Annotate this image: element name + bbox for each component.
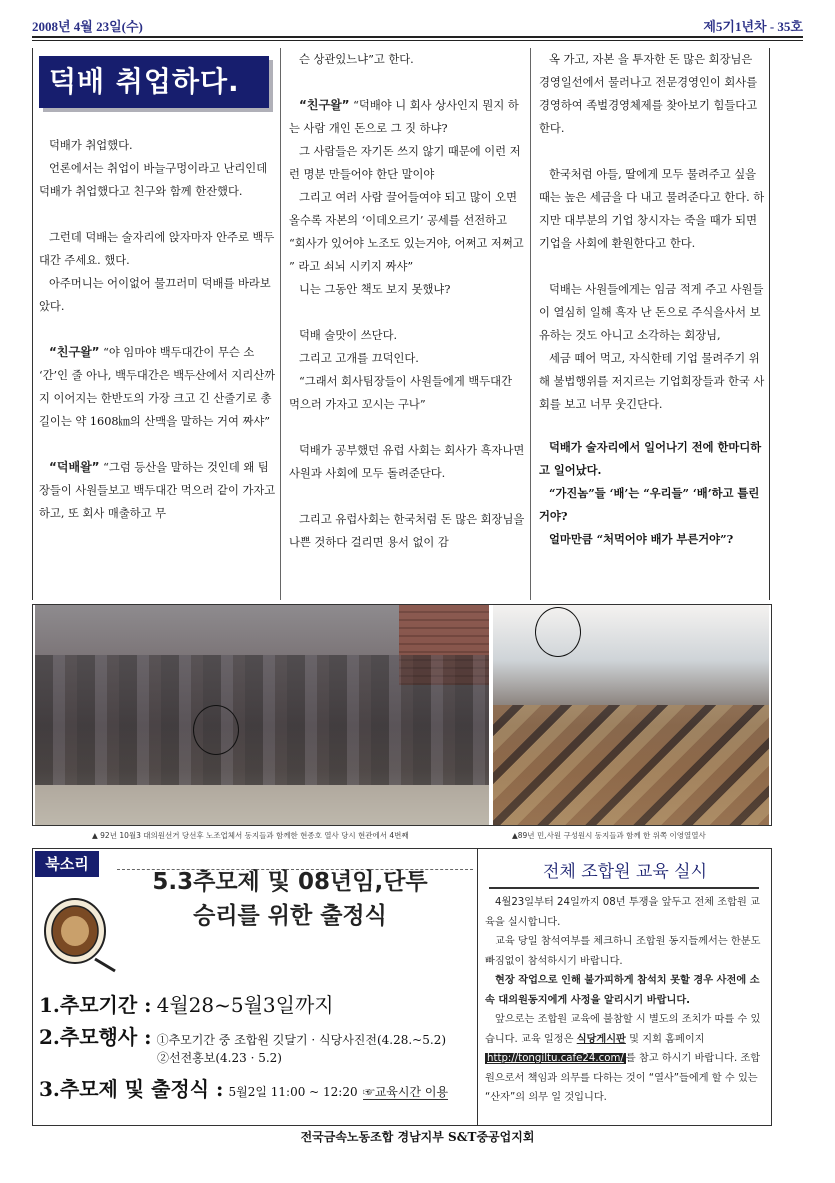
friend-label: “친구왈” (299, 98, 350, 112)
article-paragraph: “그래서 회사팀장들이 사원들에게 백두대간 먹으러 가자고 꼬시는 구나” (289, 375, 512, 411)
notice-title: 전체 조합원 교육 실시 (542, 862, 707, 882)
article-paragraph: 그리고 고개를 끄덕인다. (299, 352, 419, 365)
bottom-section (32, 848, 772, 1126)
article-paragraph: 덕배는 사원들에게는 임금 적게 주고 사원들이 열심히 일해 흑자 난 돈으로 주식을사서 보유하는 것도 아니고 소각하는 회장님, (539, 283, 764, 342)
article-column-1 (32, 48, 276, 600)
spacer (289, 485, 526, 508)
article-paragraph: 한국처럼 아들, 딸에게 모두 물려주고 싶을 때는 높은 세금을 다 내고 물려준다고 한다. 하지만 대부분의 기업 창시자는 죽을 때가 되면 기업을 사회에 환원한다고 한다. (539, 168, 765, 250)
rally-time: 5월2일 11:00 ~ 12:20 (228, 1085, 358, 1099)
headline-line-1: 5.3추모제 및 08년임,단투 (152, 869, 428, 895)
friend-dialogue (289, 94, 526, 140)
deokbae-text: “그럼 등산을 말하는 것인데 왜 팀장들이 사원들보고 백두대간 먹으러 같이 가자고 하고, 또 회사 매출하고 무 (39, 461, 276, 520)
spacer (289, 71, 526, 94)
memorial-events-2 (157, 1047, 282, 1066)
friend-text: “덕배야 니 회사 상사인지 뭔지 하는 사람 개인 돈으로 그 짓 하냐? (289, 99, 519, 135)
page-footer: 전국금속노동조합 경남지부 S&T중공업지회 (300, 1130, 535, 1144)
notice-text: 앞으로는 조합원 교육에 불참할 시 별도의 조치가 따를 수 있습니다. 교육 일정은 (485, 1014, 761, 1045)
section-tag: 북소리 (35, 851, 99, 877)
issue-number: 제5기1년차 - 35호 (703, 19, 803, 34)
notice-paragraph (485, 1010, 767, 1108)
friend-label: “친구왈” (49, 345, 100, 359)
memorial-period-label: 1.추모기간 : (39, 993, 152, 1017)
group-photo-1989 (493, 605, 769, 825)
photo-strip (32, 604, 772, 826)
article-paragraph: 그런데 덕배는 술자리에 앉자마자 안주로 백두대간 주세요. 했다. (39, 231, 275, 267)
article-paragraph: 그리고 여러 사람 끌어들여야 되고 많이 오면 올수록 자본의 ‘이데오르기’ 공세를 선전하고 “회사가 있어야 노조도 있는거야, 어쩌고 저쩌고 ” 라고 쇠뇌 시키지 짜샤” (289, 191, 524, 273)
article-conclusion: “가진놈”들 ‘배’는 “우리들” ‘배’하고 틀린 거야? (539, 486, 760, 523)
article-paragraph: 덕배가 취업했다. (49, 139, 133, 152)
memorial-events-value-2: ②선전홍보(4.23 · 5.2) (157, 1051, 282, 1065)
article-paragraph: 슨 상관있느냐”고 한다. (299, 53, 414, 66)
photo-caption-right: ▲89년 민,사원 구성원시 동지들과 함께 한 위쪽 이영열열사 (512, 831, 706, 840)
deokbae-label: “덕배왈” (49, 460, 100, 474)
notice-rule (489, 887, 759, 889)
spacer (39, 433, 276, 456)
friend-dialogue (39, 341, 276, 433)
memorial-events-value: ①추모기간 중 조합원 깃달기 · 식당사진전(4.28.~5.2) (156, 1033, 447, 1047)
spacer (39, 203, 276, 226)
article-paragraph: 덕배가 공부했던 유럽 사회는 회사가 흑자나면 사원과 사회에 모두 돌려준단다. (289, 444, 525, 480)
article-paragraph: 덕배 술맛이 쓰단다. (299, 329, 398, 342)
article-conclusion: 얼마만큼 “처먹어야 배가 부른거야”? (549, 532, 734, 546)
memorial-period-value: 4월28~5월3일까지 (156, 993, 334, 1017)
spacer (539, 140, 765, 163)
ground (35, 785, 489, 825)
deokbae-dialogue (39, 456, 276, 525)
highlight-circle (193, 705, 239, 755)
photo-caption-left: ▲ 92년 10월3 대의원선거 당선후 노조업체서 동지들과 함께한 현종호 열사 당시 현관에서 4번째 (92, 831, 409, 840)
rally-label: 3.추모제 및 출정식 : (39, 1077, 224, 1101)
article-paragraph: 옥 가고, 자본 을 투자한 돈 많은 회장님은 경영일선에서 물러나고 전문경영인이 회사를 경영하여 족벌경영체제를 찾아보기 힘들다고 한다. (539, 53, 758, 135)
article-paragraph: 그리고 유럽사회는 한국처럼 돈 많은 회장님을 나쁜 것하다 걸리면 용서 없이 감 (289, 513, 525, 549)
spacer (289, 416, 526, 439)
article-paragraph: 세금 떼어 먹고, 자식한테 기업 물려주기 위해 불법행위를 저지르는 기업회장들과 한국 사회를 보고 너무 웃긴단다. (539, 352, 765, 411)
spacer (39, 318, 276, 341)
group-photo-1992 (35, 605, 489, 825)
spacer (539, 416, 765, 436)
notice-paragraph: 교육 당일 참석여부를 체크하니 조합원 동지들께서는 한분도 빠짐없이 참석하시기 바랍니다. (485, 936, 761, 967)
notice-text: 및 지회 홈페이지 (625, 1033, 705, 1045)
section-divider (477, 849, 478, 1125)
issue-date: 2008년 4월 23일(수) (32, 19, 143, 34)
homepage-link[interactable]: http://tongiltu.cafe24.com/ (487, 1053, 624, 1064)
cafeteria-board: 식당게시판 (576, 1033, 626, 1045)
rally-schedule (39, 1073, 448, 1102)
article-paragraph: 아주머니는 어이없어 물끄러미 덕배를 바라보았다. (39, 277, 271, 313)
article-conclusion: 덕배가 술자리에서 일어나기 전에 한마디하고 일어났다. (539, 440, 762, 477)
workers-group (35, 655, 489, 785)
notice-paragraph-bold: 현장 작업으로 인해 불가피하게 참석치 못할 경우 사전에 소속 대의원동지에게 사정을 알리시기 바랍니다. (485, 975, 760, 1006)
rally-note: ☞교육시간 이용 (362, 1085, 449, 1099)
notice-text: 를 참고 하시기 바랍니다. 조합원으로서 책임과 의무를 다하는 것이 “열사”들에게 할 수 있는 “산자”의 의무 일 것입니다. (485, 1053, 761, 1103)
event-headline (115, 865, 465, 933)
article-paragraph: 니는 그동안 책도 보지 못했냐? (299, 283, 451, 296)
drum-icon (37, 881, 117, 973)
headline-line-2: 승리를 위한 출정식 (193, 903, 387, 929)
memorial-events (39, 1021, 446, 1050)
notice-body (485, 893, 767, 1108)
header-rule-thin (32, 40, 803, 41)
article-paragraph: 언론에서는 취업이 바늘구멍이라고 난리인데 덕배가 취업했다고 친구와 함께 한잔했다. (39, 162, 268, 198)
article-column-3 (530, 48, 770, 600)
article-column-2 (280, 48, 526, 600)
header-rule (32, 36, 803, 38)
highlight-circle (535, 607, 581, 657)
notice-paragraph: 4월23일부터 24일까지 08년 투쟁을 앞두고 전체 조합원 교육을 실시합니다. (485, 897, 760, 928)
rocky-mountain (493, 705, 769, 825)
friend-text: “야 임마야 백두대간이 무슨 소 ‘간’인 줄 아나, 백두대간은 백두산에서 지리산까지 이어지는 한반도의 가장 크고 긴 산줄기로 총 길이는 약 1608㎞의 산맥을 말하는 거여 짜샤” (39, 346, 276, 428)
memorial-events-label: 2.추모행사 : (39, 1025, 152, 1049)
article-title: 덕배 취업하다. (39, 56, 269, 108)
spacer (539, 255, 765, 278)
spacer (289, 301, 526, 324)
article-paragraph: 그 사람들은 자기돈 쓰지 않기 때문에 이런 저런 명분 만들어야 한단 말이야 (289, 145, 521, 181)
memorial-period (39, 989, 334, 1018)
page-header (32, 14, 803, 36)
